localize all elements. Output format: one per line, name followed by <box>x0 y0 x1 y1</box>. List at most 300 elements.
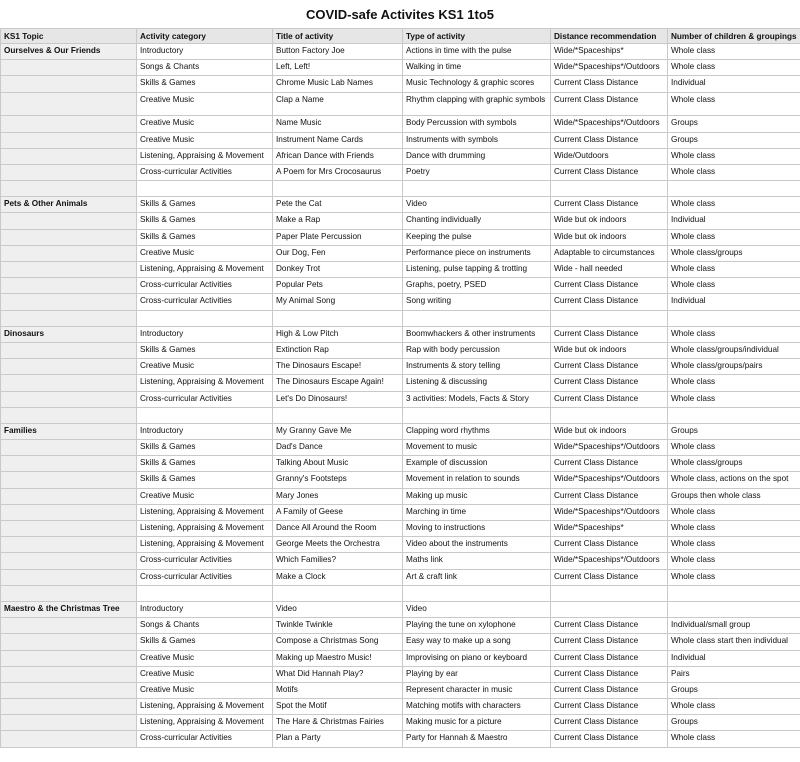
table-row <box>1 278 800 294</box>
table-row <box>1 456 800 472</box>
topic-cell[interactable]: Maestro & the Christmas Tree <box>1 601 137 617</box>
table-cell[interactable]: Wide/*Spaceships*/Outdoors <box>551 440 668 456</box>
table-cell[interactable]: Groups then whole class <box>668 488 800 504</box>
topic-cell[interactable]: Pets & Other Animals <box>1 197 137 213</box>
empty-cell[interactable] <box>551 585 668 601</box>
topic-cell-empty[interactable] <box>1 537 137 553</box>
empty-cell[interactable] <box>551 310 668 326</box>
empty-cell[interactable] <box>1 585 137 601</box>
table-cell[interactable]: Making music for a picture <box>403 715 551 731</box>
table-cell[interactable]: Art & craft link <box>403 569 551 585</box>
table-cell[interactable]: Our Dog, Fen <box>273 245 403 261</box>
table-cell[interactable]: Creative Music <box>137 116 273 132</box>
table-cell[interactable]: Listening, Appraising & Movement <box>137 262 273 278</box>
table-row <box>1 682 800 698</box>
table-cell[interactable]: Cross-curricular Activities <box>137 553 273 569</box>
table-row <box>1 60 800 76</box>
topic-cell[interactable]: Dinosaurs <box>1 326 137 342</box>
table-cell[interactable]: Skills & Games <box>137 456 273 472</box>
column-header[interactable]: Title of activity <box>273 29 403 44</box>
table-cell[interactable]: Wide/*Spaceships* <box>551 521 668 537</box>
topic-cell-empty[interactable] <box>1 731 137 747</box>
table-cell[interactable]: Whole class <box>668 553 800 569</box>
table-cell[interactable]: The Dinosaurs Escape! <box>273 359 403 375</box>
table-cell[interactable]: Creative Music <box>137 488 273 504</box>
table-cell[interactable] <box>668 601 800 617</box>
table-cell[interactable]: Movement to music <box>403 440 551 456</box>
table-cell[interactable]: Whole class <box>668 262 800 278</box>
table-cell[interactable]: Video <box>273 601 403 617</box>
table-cell[interactable]: Left, Left! <box>273 60 403 76</box>
empty-cell[interactable] <box>668 310 800 326</box>
table-cell[interactable]: Skills & Games <box>137 440 273 456</box>
table-cell[interactable]: Compose a Christmas Song <box>273 634 403 650</box>
table-cell[interactable]: My Animal Song <box>273 294 403 310</box>
topic-cell-empty[interactable] <box>1 456 137 472</box>
table-row <box>1 44 800 60</box>
table-row <box>1 504 800 520</box>
table-row <box>1 132 800 148</box>
table-row <box>1 715 800 731</box>
table-cell[interactable]: Twinkle Twinkle <box>273 618 403 634</box>
table-cell[interactable]: Wide/*Spaceships*/Outdoors <box>551 116 668 132</box>
table-row <box>1 488 800 504</box>
table-cell[interactable]: High & Low Pitch <box>273 326 403 342</box>
table-cell[interactable]: Talking About Music <box>273 456 403 472</box>
table-row <box>1 440 800 456</box>
table-cell[interactable]: Wide but ok indoors <box>551 213 668 229</box>
table-row <box>1 262 800 278</box>
table-cell[interactable]: A Poem for Mrs Crocosaurus <box>273 164 403 180</box>
column-header[interactable]: Activity category <box>137 29 273 44</box>
topic-cell-empty[interactable] <box>1 262 137 278</box>
table-cell[interactable]: Spot the Motif <box>273 699 403 715</box>
table-cell[interactable]: Making up music <box>403 488 551 504</box>
table-cell[interactable]: Popular Pets <box>273 278 403 294</box>
empty-cell[interactable] <box>137 310 273 326</box>
table-cell[interactable]: Make a Clock <box>273 569 403 585</box>
table-cell[interactable]: Whole class <box>668 92 800 116</box>
table-cell[interactable]: Whole class <box>668 60 800 76</box>
table-cell[interactable]: Skills & Games <box>137 229 273 245</box>
table-cell[interactable]: Wide - hall needed <box>551 262 668 278</box>
table-cell[interactable]: Whole class <box>668 164 800 180</box>
topic-cell-empty[interactable] <box>1 521 137 537</box>
table-cell[interactable]: Groups <box>668 715 800 731</box>
topic-cell-empty[interactable] <box>1 472 137 488</box>
table-cell[interactable]: Current Class Distance <box>551 618 668 634</box>
table-cell[interactable]: Skills & Games <box>137 213 273 229</box>
table-cell[interactable]: Music Technology & graphic scores <box>403 76 551 92</box>
table-cell[interactable]: Song writing <box>403 294 551 310</box>
table-cell[interactable]: Creative Music <box>137 245 273 261</box>
topic-cell-empty[interactable] <box>1 569 137 585</box>
table-cell[interactable]: Skills & Games <box>137 197 273 213</box>
table-row <box>1 245 800 261</box>
table-cell[interactable]: Wide/*Spaceships*/Outdoors <box>551 60 668 76</box>
table-cell[interactable]: Poetry <box>403 164 551 180</box>
table-row <box>1 423 800 439</box>
table-cell[interactable]: Actions in time with the pulse <box>403 44 551 60</box>
table-cell[interactable]: African Dance with Friends <box>273 148 403 164</box>
topic-cell-empty[interactable] <box>1 618 137 634</box>
table-cell[interactable]: Creative Music <box>137 92 273 116</box>
table-cell[interactable]: Whole class start then individual <box>668 634 800 650</box>
table-cell[interactable]: Individual <box>668 294 800 310</box>
table-cell[interactable]: Cross-curricular Activities <box>137 391 273 407</box>
empty-cell[interactable] <box>668 181 800 197</box>
empty-cell[interactable] <box>551 181 668 197</box>
table-cell[interactable]: Whole class/groups <box>668 456 800 472</box>
empty-cell[interactable] <box>403 181 551 197</box>
topic-cell-empty[interactable] <box>1 375 137 391</box>
topic-cell-empty[interactable] <box>1 553 137 569</box>
table-cell[interactable]: Paper Plate Percussion <box>273 229 403 245</box>
table-cell[interactable]: Current Class Distance <box>551 715 668 731</box>
table-cell[interactable]: Current Class Distance <box>551 391 668 407</box>
table-cell[interactable]: Wide/*Spaceships*/Outdoors <box>551 472 668 488</box>
table-cell[interactable]: Current Class Distance <box>551 197 668 213</box>
table-cell[interactable]: Whole class <box>668 229 800 245</box>
table-cell[interactable]: Instrument Name Cards <box>273 132 403 148</box>
topic-cell-empty[interactable] <box>1 92 137 116</box>
table-cell[interactable]: Current Class Distance <box>551 666 668 682</box>
table-cell[interactable]: 3 activities: Models, Facts & Story <box>403 391 551 407</box>
topic-cell-empty[interactable] <box>1 391 137 407</box>
table-cell[interactable]: Granny's Footsteps <box>273 472 403 488</box>
table-cell[interactable]: Whole class <box>668 326 800 342</box>
empty-cell[interactable] <box>1 310 137 326</box>
topic-cell-empty[interactable] <box>1 164 137 180</box>
table-cell[interactable]: Wide but ok indoors <box>551 423 668 439</box>
topic-cell-empty[interactable] <box>1 148 137 164</box>
table-row <box>1 650 800 666</box>
table-cell[interactable]: Introductory <box>137 44 273 60</box>
table-cell[interactable]: Cross-curricular Activities <box>137 278 273 294</box>
table-cell[interactable]: Keeping the pulse <box>403 229 551 245</box>
table-cell[interactable]: Party for Hannah & Maestro <box>403 731 551 747</box>
table-cell[interactable]: Wide/*Spaceships*/Outdoors <box>551 504 668 520</box>
column-header[interactable]: KS1 Topic <box>1 29 137 44</box>
topic-cell-empty[interactable] <box>1 278 137 294</box>
table-cell[interactable]: Current Class Distance <box>551 569 668 585</box>
table-cell[interactable]: Creative Music <box>137 359 273 375</box>
table-cell[interactable]: Cross-curricular Activities <box>137 569 273 585</box>
table-row <box>1 731 800 747</box>
column-header[interactable]: Number of children & groupings <box>668 29 800 44</box>
table-cell[interactable]: Current Class Distance <box>551 164 668 180</box>
topic-cell[interactable]: Ourselves & Our Friends <box>1 44 137 60</box>
empty-cell[interactable] <box>551 407 668 423</box>
table-cell[interactable]: Current Class Distance <box>551 682 668 698</box>
table-cell[interactable]: Whole class <box>668 504 800 520</box>
empty-cell[interactable] <box>403 585 551 601</box>
table-cell[interactable]: Video <box>403 601 551 617</box>
table-cell[interactable]: What Did Hannah Play? <box>273 666 403 682</box>
table-cell[interactable]: Video <box>403 197 551 213</box>
table-cell[interactable]: Body Percussion with symbols <box>403 116 551 132</box>
topic-cell-empty[interactable] <box>1 342 137 358</box>
empty-cell[interactable] <box>1 407 137 423</box>
table-row <box>1 213 800 229</box>
table-cell[interactable]: Which Families? <box>273 553 403 569</box>
table-row <box>1 92 800 116</box>
empty-cell[interactable] <box>403 407 551 423</box>
table-cell[interactable]: Listening, Appraising & Movement <box>137 148 273 164</box>
table-row <box>1 569 800 585</box>
table-cell[interactable]: Listening, Appraising & Movement <box>137 537 273 553</box>
table-cell[interactable] <box>551 601 668 617</box>
table-cell[interactable]: Whole class <box>668 44 800 60</box>
table-cell[interactable]: Current Class Distance <box>551 76 668 92</box>
empty-cell[interactable] <box>668 407 800 423</box>
table-row <box>1 197 800 213</box>
table-cell[interactable]: Skills & Games <box>137 76 273 92</box>
topic-cell-empty[interactable] <box>1 440 137 456</box>
table-cell[interactable]: Instruments & story telling <box>403 359 551 375</box>
empty-cell[interactable] <box>137 407 273 423</box>
table-cell[interactable]: Groups <box>668 132 800 148</box>
topic-cell-empty[interactable] <box>1 359 137 375</box>
table-cell[interactable]: Name Music <box>273 116 403 132</box>
table-cell[interactable]: Performance piece on instruments <box>403 245 551 261</box>
topic-cell[interactable]: Families <box>1 423 137 439</box>
table-cell[interactable]: Groups <box>668 682 800 698</box>
table-cell[interactable]: Current Class Distance <box>551 456 668 472</box>
table-cell[interactable]: Whole class/groups <box>668 245 800 261</box>
table-cell[interactable]: Creative Music <box>137 650 273 666</box>
table-cell[interactable]: Playing by ear <box>403 666 551 682</box>
table-cell[interactable]: Chanting individually <box>403 213 551 229</box>
table-cell[interactable]: Current Class Distance <box>551 537 668 553</box>
table-cell[interactable]: Individual <box>668 650 800 666</box>
column-header[interactable]: Type of activity <box>403 29 551 44</box>
table-cell[interactable]: Current Class Distance <box>551 326 668 342</box>
table-cell[interactable]: Rap with body percussion <box>403 342 551 358</box>
table-row <box>1 148 800 164</box>
table-cell[interactable]: Groups <box>668 116 800 132</box>
table-cell[interactable]: Current Class Distance <box>551 132 668 148</box>
table-cell[interactable]: Clapping word rhythms <box>403 423 551 439</box>
topic-cell-empty[interactable] <box>1 699 137 715</box>
table-cell[interactable]: Songs & Chants <box>137 618 273 634</box>
table-cell[interactable]: Chrome Music Lab Names <box>273 76 403 92</box>
table-cell[interactable]: Whole class <box>668 375 800 391</box>
table-row <box>1 472 800 488</box>
table-cell[interactable]: Skills & Games <box>137 472 273 488</box>
table-cell[interactable]: Graphs, poetry, PSED <box>403 278 551 294</box>
table-cell[interactable]: Current Class Distance <box>551 294 668 310</box>
table-cell[interactable]: Clap a Name <box>273 92 403 116</box>
topic-cell-empty[interactable] <box>1 650 137 666</box>
table-cell[interactable]: Individual <box>668 76 800 92</box>
empty-cell[interactable] <box>137 585 273 601</box>
table-cell[interactable]: Current Class Distance <box>551 278 668 294</box>
table-cell[interactable]: Wide but ok indoors <box>551 229 668 245</box>
table-cell[interactable]: Whole class <box>668 440 800 456</box>
table-cell[interactable]: Improvising on piano or keyboard <box>403 650 551 666</box>
activities-table <box>0 28 800 748</box>
table-cell[interactable]: Playing the tune on xylophone <box>403 618 551 634</box>
table-cell[interactable]: Current Class Distance <box>551 634 668 650</box>
table-cell[interactable]: Whole class <box>668 197 800 213</box>
table-cell[interactable]: Rhythm clapping with graphic symbols <box>403 92 551 116</box>
table-cell[interactable]: Listening, Appraising & Movement <box>137 504 273 520</box>
table-row <box>1 601 800 617</box>
table-cell[interactable]: Current Class Distance <box>551 359 668 375</box>
table-cell[interactable]: Creative Music <box>137 682 273 698</box>
table-cell[interactable]: Current Class Distance <box>551 731 668 747</box>
column-header[interactable]: Distance recommendation <box>551 29 668 44</box>
table-cell[interactable]: Whole class <box>668 731 800 747</box>
table-row <box>1 164 800 180</box>
table-cell[interactable]: Boomwhackers & other instruments <box>403 326 551 342</box>
table-cell[interactable]: Donkey Trot <box>273 262 403 278</box>
table-cell[interactable]: Creative Music <box>137 666 273 682</box>
table-cell[interactable]: Wide/*Spaceships* <box>551 44 668 60</box>
topic-cell-empty[interactable] <box>1 294 137 310</box>
table-cell[interactable]: Current Class Distance <box>551 375 668 391</box>
empty-cell[interactable] <box>403 310 551 326</box>
table-cell[interactable]: Introductory <box>137 326 273 342</box>
table-cell[interactable]: Whole class <box>668 391 800 407</box>
topic-cell-empty[interactable] <box>1 213 137 229</box>
empty-cell[interactable] <box>1 181 137 197</box>
table-cell[interactable]: Make a Rap <box>273 213 403 229</box>
table-cell[interactable]: Whole class <box>668 278 800 294</box>
table-row <box>1 666 800 682</box>
table-row <box>1 359 800 375</box>
topic-cell-empty[interactable] <box>1 245 137 261</box>
table-cell[interactable]: Current Class Distance <box>551 92 668 116</box>
table-row <box>1 326 800 342</box>
table-cell[interactable]: Wide but ok indoors <box>551 342 668 358</box>
table-cell[interactable]: Cross-curricular Activities <box>137 164 273 180</box>
empty-cell[interactable] <box>273 310 403 326</box>
header-row <box>1 29 800 44</box>
table-cell[interactable]: Listening, Appraising & Movement <box>137 715 273 731</box>
table-cell[interactable]: Cross-curricular Activities <box>137 294 273 310</box>
table-cell[interactable]: Whole class <box>668 569 800 585</box>
page-title: COVID-safe Activites KS1 1to5 <box>305 7 495 22</box>
table-cell[interactable]: Let's Do Dinosaurs! <box>273 391 403 407</box>
table-cell[interactable]: Whole class, actions on the spot <box>668 472 800 488</box>
table-cell[interactable]: Marching in time <box>403 504 551 520</box>
table-cell[interactable]: Individual/small group <box>668 618 800 634</box>
table-cell[interactable]: Adaptable to circumstances <box>551 245 668 261</box>
table-cell[interactable]: Current Class Distance <box>551 650 668 666</box>
table-cell[interactable]: Maths link <box>403 553 551 569</box>
table-cell[interactable]: Easy way to make up a song <box>403 634 551 650</box>
table-cell[interactable]: Wide/*Spaceships*/Outdoors <box>551 553 668 569</box>
table-cell[interactable]: Represent character in music <box>403 682 551 698</box>
topic-cell-empty[interactable] <box>1 116 137 132</box>
table-cell[interactable]: The Dinosaurs Escape Again! <box>273 375 403 391</box>
table-cell[interactable]: Introductory <box>137 601 273 617</box>
topic-cell-empty[interactable] <box>1 229 137 245</box>
empty-cell[interactable] <box>668 585 800 601</box>
table-cell[interactable]: Listening, Appraising & Movement <box>137 375 273 391</box>
table-cell[interactable]: Wide/Outdoors <box>551 148 668 164</box>
table-cell[interactable]: Dad's Dance <box>273 440 403 456</box>
table-cell[interactable]: Whole class/groups/individual <box>668 342 800 358</box>
table-cell[interactable]: Example of discussion <box>403 456 551 472</box>
table-cell[interactable]: Current Class Distance <box>551 488 668 504</box>
topic-cell-empty[interactable] <box>1 132 137 148</box>
table-row <box>1 116 800 132</box>
table-cell[interactable]: Whole class <box>668 699 800 715</box>
table-cell[interactable]: Creative Music <box>137 132 273 148</box>
table-cell[interactable]: Listening & discussing <box>403 375 551 391</box>
table-cell[interactable]: A Family of Geese <box>273 504 403 520</box>
table-cell[interactable]: Moving to instructions <box>403 521 551 537</box>
empty-cell[interactable] <box>273 181 403 197</box>
table-row <box>1 375 800 391</box>
topic-cell-empty[interactable] <box>1 488 137 504</box>
table-cell[interactable]: Extinction Rap <box>273 342 403 358</box>
topic-cell-empty[interactable] <box>1 60 137 76</box>
topic-cell-empty[interactable] <box>1 76 137 92</box>
table-cell[interactable]: Skills & Games <box>137 634 273 650</box>
table-row <box>1 699 800 715</box>
table-row <box>1 342 800 358</box>
table-cell[interactable]: Motifs <box>273 682 403 698</box>
table-cell[interactable]: Instruments with symbols <box>403 132 551 148</box>
table-cell[interactable]: Whole class/groups/pairs <box>668 359 800 375</box>
topic-cell-empty[interactable] <box>1 634 137 650</box>
table-cell[interactable]: Matching motifs with characters <box>403 699 551 715</box>
table-cell[interactable]: Pete the Cat <box>273 197 403 213</box>
topic-cell-empty[interactable] <box>1 682 137 698</box>
topic-cell-empty[interactable] <box>1 504 137 520</box>
table-cell[interactable]: Whole class <box>668 537 800 553</box>
table-cell[interactable]: Skills & Games <box>137 342 273 358</box>
table-cell[interactable]: Plan a Party <box>273 731 403 747</box>
table-cell[interactable]: Walking in time <box>403 60 551 76</box>
empty-cell[interactable] <box>273 407 403 423</box>
table-cell[interactable]: Button Factory Joe <box>273 44 403 60</box>
table-cell[interactable]: Video about the instruments <box>403 537 551 553</box>
table-row <box>1 229 800 245</box>
table-cell[interactable]: Individual <box>668 213 800 229</box>
table-row <box>1 634 800 650</box>
table-cell[interactable]: Whole class <box>668 148 800 164</box>
table-cell[interactable]: Mary Jones <box>273 488 403 504</box>
table-cell[interactable]: Pairs <box>668 666 800 682</box>
table-cell[interactable]: The Hare & Christmas Fairies <box>273 715 403 731</box>
table-cell[interactable]: Whole class <box>668 521 800 537</box>
table-cell[interactable]: Movement in relation to sounds <box>403 472 551 488</box>
table-cell[interactable]: George Meets the Orchestra <box>273 537 403 553</box>
empty-cell[interactable] <box>273 585 403 601</box>
empty-cell[interactable] <box>137 181 273 197</box>
table-row <box>1 391 800 407</box>
table-cell[interactable]: Listening, pulse tapping & trotting <box>403 262 551 278</box>
table-cell[interactable]: Songs & Chants <box>137 60 273 76</box>
table-cell[interactable]: Listening, Appraising & Movement <box>137 521 273 537</box>
table-cell[interactable]: My Granny Gave Me <box>273 423 403 439</box>
table-cell[interactable]: Dance with drumming <box>403 148 551 164</box>
table-cell[interactable]: Dance All Around the Room <box>273 521 403 537</box>
table-cell[interactable]: Groups <box>668 423 800 439</box>
table-cell[interactable]: Listening, Appraising & Movement <box>137 699 273 715</box>
topic-cell-empty[interactable] <box>1 666 137 682</box>
table-cell[interactable]: Current Class Distance <box>551 699 668 715</box>
topic-cell-empty[interactable] <box>1 715 137 731</box>
table-cell[interactable]: Introductory <box>137 423 273 439</box>
table-cell[interactable]: Cross-curricular Activities <box>137 731 273 747</box>
table-cell[interactable]: Making up Maestro Music! <box>273 650 403 666</box>
